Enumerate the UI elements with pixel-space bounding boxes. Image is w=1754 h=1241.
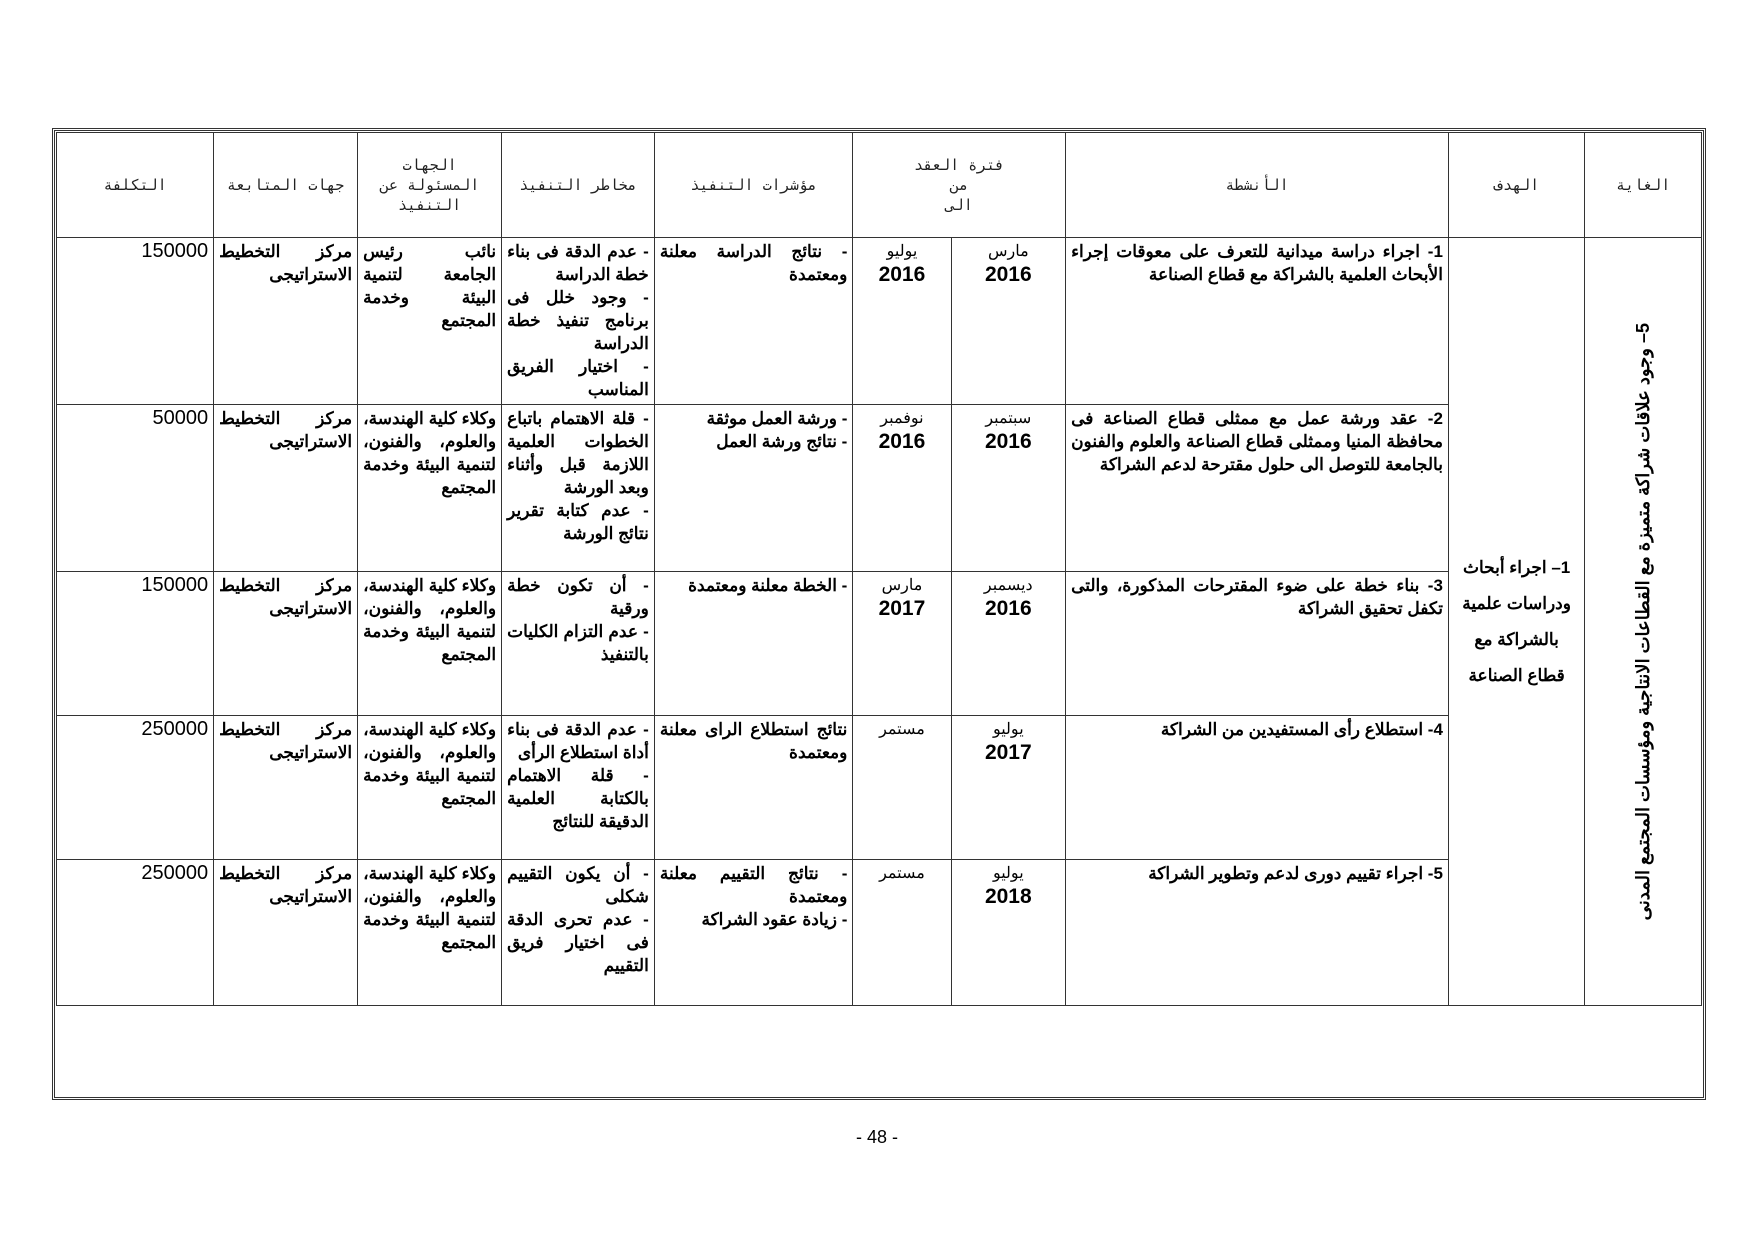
header-monitoring: جهات المتابعة — [214, 133, 358, 238]
to-year: 2016 — [878, 430, 926, 453]
header-period — [853, 133, 1066, 238]
cost-cell: 150000 — [57, 572, 214, 716]
period-from-cell — [951, 860, 1066, 1006]
period-to-cell — [853, 238, 951, 405]
from-month: مارس — [987, 243, 1029, 260]
indicator-item: - الخطة معلنة ومعتمدة — [688, 576, 848, 595]
to-year: 2016 — [878, 263, 926, 286]
activity-number: 2- — [1427, 409, 1443, 428]
from-year: 2018 — [984, 885, 1032, 908]
from-month: ديسمبر — [983, 577, 1033, 594]
from-month: يوليو — [992, 865, 1024, 882]
goal-line: قطاع الصناعة — [1468, 665, 1565, 685]
activity-cell — [1066, 572, 1449, 716]
header-responsible: الجهات المسئولة عن التنفيذ — [358, 133, 502, 238]
period-from-cell — [951, 716, 1066, 860]
indicator-item: - زيادة عقود الشراكة — [701, 910, 848, 929]
risk-item: - وجود خلل فى برنامج تنفيذ خطة الدراسة — [507, 288, 649, 353]
cost-cell: 50000 — [57, 405, 214, 572]
header-period-to: الى — [945, 196, 973, 214]
monitoring-cell: مركز التخطيط الاستراتيجى — [214, 405, 358, 572]
page-number: - 48 - — [855, 1127, 898, 1147]
from-year: 2016 — [984, 597, 1032, 620]
period-to-cell — [853, 405, 951, 572]
risk-item: - عدم كتابة تقرير نتائج الورشة — [507, 501, 649, 543]
header-risks: مخاطر التنفيذ — [502, 133, 655, 238]
responsible-cell: نائب رئيس الجامعة لتنمية البيئة وخدمة المجتمع — [358, 238, 502, 405]
indicator-item: نتائج استطلاع الراى معلنة ومعتمدة — [659, 720, 848, 762]
risk-item: - قلة الاهتمام بالكتابة العلمية الدقيقة للنتائج — [507, 766, 649, 831]
from-month: سبتمبر — [985, 410, 1032, 427]
goal-line: بالشراكة مع — [1474, 629, 1559, 649]
monitoring-cell: مركز التخطيط الاستراتيجى — [214, 238, 358, 405]
period-from-cell — [951, 572, 1066, 716]
to-month: يوليو — [886, 243, 918, 260]
to-month: مستمر — [879, 865, 925, 882]
from-month: يوليو — [992, 721, 1024, 738]
cost-cell: 250000 — [57, 860, 214, 1006]
header-period-from: من — [950, 176, 969, 194]
risks-cell — [502, 238, 655, 405]
table-row — [57, 238, 1702, 405]
risk-item: - عدم الدقة فى بناء أداة استطلاع الرأى — [507, 720, 649, 762]
header-indicators: مؤشرات التنفيذ — [654, 133, 853, 238]
from-year: 2016 — [984, 430, 1032, 453]
indicators-cell — [654, 572, 853, 716]
indicator-item: - نتائج ورشة العمل — [716, 432, 848, 451]
indicator-item: - نتائج الدراسة معلنة ومعتمدة — [659, 242, 848, 284]
responsible-cell: وكلاء كلية الهندسة، والعلوم، والفنون، لتنمية البيئة وخدمة المجتمع — [358, 405, 502, 572]
risk-item: - أن تكون خطة ورقية — [507, 576, 649, 618]
cost-cell: 150000 — [57, 238, 214, 405]
goal-line: 1– اجراء أبحاث — [1462, 557, 1571, 577]
period-to-cell — [853, 572, 951, 716]
activity-text: بناء خطة على ضوء المقترحات المذكورة، والتى تكفل تحقيق الشراكة — [1071, 576, 1443, 618]
to-month: نوفمبر — [880, 410, 924, 427]
activity-text: اجراء دراسة ميدانية للتعرف على معوقات إجراء الأبحاث العلمية بالشراكة مع قطاع الصناعة — [1071, 242, 1443, 284]
header-aim: الغاية — [1585, 133, 1702, 238]
to-month: مارس — [881, 577, 923, 594]
indicators-cell — [654, 860, 853, 1006]
responsible-cell: وكلاء كلية الهندسة، والعلوم، والفنون، لتنمية البيئة وخدمة المجتمع — [358, 860, 502, 1006]
risks-cell — [502, 572, 655, 716]
header-period-title: فترة العقد — [914, 156, 1005, 174]
activity-number: 3- — [1427, 576, 1443, 595]
action-plan-table — [56, 132, 1702, 1006]
period-to-cell — [853, 860, 951, 1006]
period-from-cell — [951, 405, 1066, 572]
activity-number: 5- — [1427, 864, 1443, 883]
aim-text: 5– وجود علاقات شراكة متميزة مع القطاعات الانتاجية ومؤسسات المجتمع المدنى — [1632, 322, 1653, 921]
header-activities: الأنشطة — [1066, 133, 1449, 238]
indicator-item: - ورشة العمل موثقة — [706, 409, 848, 428]
risk-item: - عدم الدقة فى بناء خطة الدراسة — [507, 242, 649, 284]
risks-cell — [502, 405, 655, 572]
risk-item: - أن يكون التقييم شكلى — [507, 864, 649, 906]
to-year: 2017 — [878, 597, 926, 620]
risk-item: - اختيار الفريق المناسب — [507, 357, 649, 399]
risks-cell — [502, 716, 655, 860]
cost-cell: 250000 — [57, 716, 214, 860]
activity-cell — [1066, 716, 1449, 860]
goal-cell — [1448, 238, 1584, 1006]
indicators-cell — [654, 405, 853, 572]
activity-text: استطلاع رأى المستفيدين من الشراكة — [1160, 720, 1424, 739]
period-from-cell — [951, 238, 1066, 405]
activity-number: 1- — [1427, 242, 1443, 261]
indicators-cell — [654, 238, 853, 405]
risk-item: - عدم التزام الكليات بالتنفيذ — [507, 622, 649, 664]
activity-cell — [1066, 238, 1449, 405]
monitoring-cell: مركز التخطيط الاستراتيجى — [214, 716, 358, 860]
header-cost: التكلفة — [57, 133, 214, 238]
activity-text: اجراء تقييم دورى لدعم وتطوير الشراكة — [1148, 864, 1424, 883]
risk-item: - عدم تحرى الدقة فى اختيار فريق التقييم — [507, 910, 649, 975]
from-year: 2017 — [984, 741, 1032, 764]
activity-cell — [1066, 405, 1449, 572]
responsible-cell: وكلاء كلية الهندسة، والعلوم، والفنون، لتنمية البيئة وخدمة المجتمع — [358, 716, 502, 860]
activity-text: عقد ورشة عمل مع ممثلى قطاع الصناعة فى محافظة المنيا وممثلى قطاع الصناعة والعلوم والفنون بالجامعة للتوصل الى حلول مقترحة لدعم الشراكة — [1071, 409, 1443, 474]
goal-line: ودراسات علمية — [1462, 593, 1571, 613]
indicators-cell — [654, 716, 853, 860]
aim-cell — [1585, 238, 1702, 1006]
to-month: مستمر — [879, 721, 925, 738]
activity-cell — [1066, 860, 1449, 1006]
monitoring-cell: مركز التخطيط الاستراتيجى — [214, 572, 358, 716]
risks-cell — [502, 860, 655, 1006]
header-goal: الهدف — [1448, 133, 1584, 238]
from-year: 2016 — [984, 263, 1032, 286]
monitoring-cell: مركز التخطيط الاستراتيجى — [214, 860, 358, 1006]
risk-item: - قلة الاهتمام باتباع الخطوات العلمية اللازمة قبل وأثناء وبعد الورشة — [507, 409, 649, 497]
activity-number: 4- — [1427, 720, 1443, 739]
header-row — [57, 133, 1702, 238]
responsible-cell: وكلاء كلية الهندسة، والعلوم، والفنون، لتنمية البيئة وخدمة المجتمع — [358, 572, 502, 716]
indicator-item: - نتائج التقييم معلنة ومعتمدة — [659, 864, 848, 906]
period-to-cell — [853, 716, 951, 860]
